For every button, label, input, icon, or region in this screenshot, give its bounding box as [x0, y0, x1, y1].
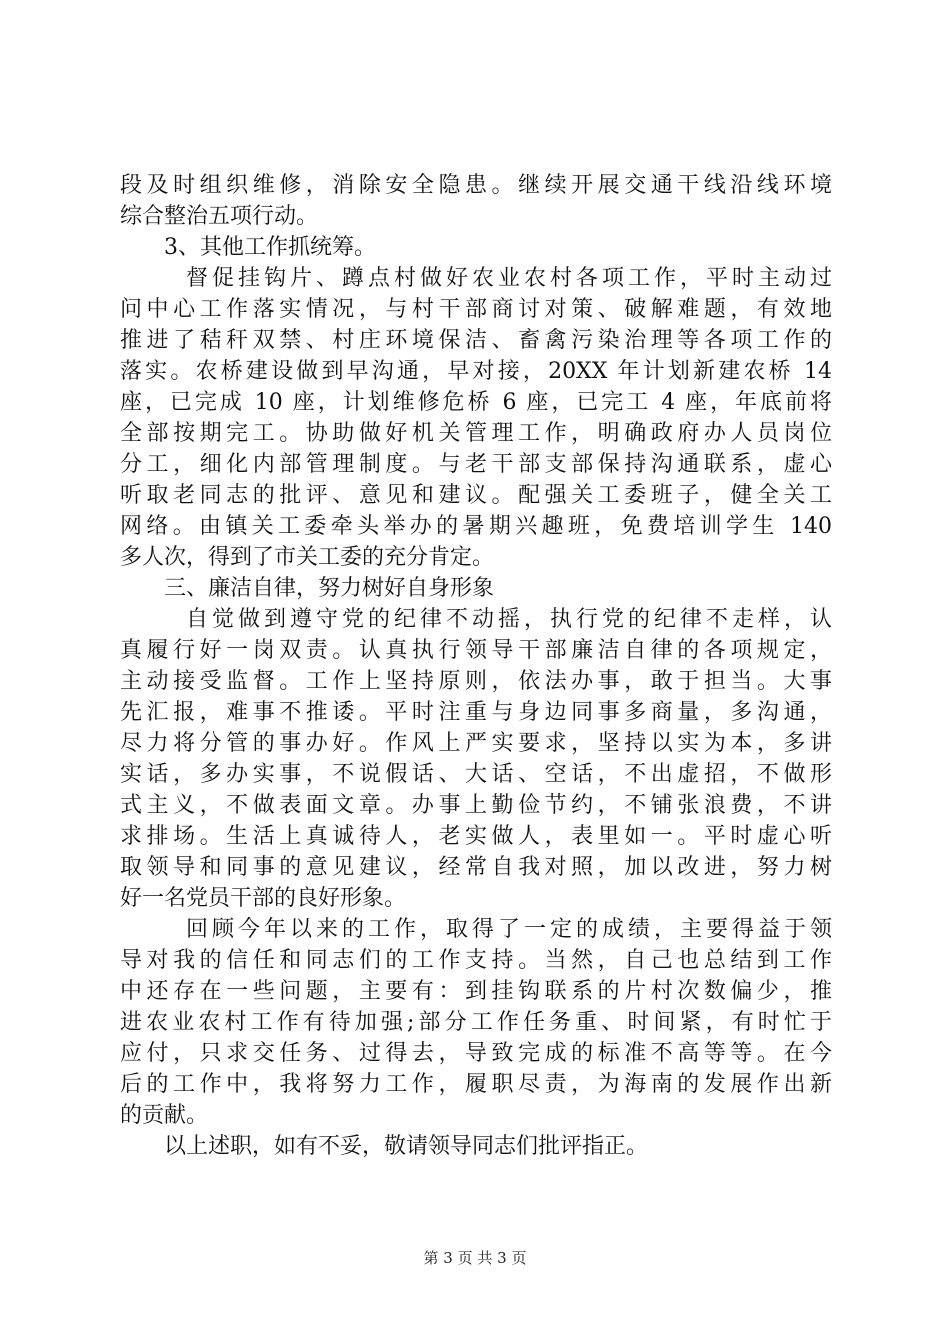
- text-line: 自觉做到遵守党的纪律不动摇，执行党的纪律不走样，认: [186, 607, 832, 632]
- text-line: 求排场。生活上真诚待人，老实做人，表里如一。平时虚心听: [120, 824, 832, 849]
- text-line: 先汇报，难事不推诿。平时注重与身边同事多商量，多沟通，: [120, 700, 832, 725]
- text-line: 主动接受监督。工作上坚持原则，依法办事，敢于担当。大事: [120, 669, 832, 694]
- text-line: 式主义，不做表面文章。办事上勤俭节约，不铺张浪费，不讲: [120, 793, 832, 818]
- text-line: 多人次，得到了市关工委的充分肯定。: [120, 545, 495, 570]
- text-line: 落实。农桥建设做到早沟通，早对接，20XX 年计划新建农桥 14: [120, 359, 832, 384]
- text-line: 综合整治五项行动。: [120, 204, 319, 229]
- text-line: 回顾今年以来的工作，取得了一定的成绩，主要得益于领: [186, 917, 832, 942]
- text-line: 实话，多办实事，不说假话、大话、空话，不出虚招，不做形: [120, 762, 832, 787]
- text-line: 导对我的信任和同志们的工作支持。当然，自己也总结到工作: [120, 948, 832, 973]
- text-line: 推进了秸秆双禁、村庄环境保洁、畜禽污染治理等各项工作的: [120, 328, 832, 353]
- text-line: 好一名党员干部的良好形象。: [120, 886, 407, 911]
- page-number-footer: 第 3 页 共 3 页: [423, 1249, 527, 1267]
- text-line: 真履行好一岗双责。认真执行领导干部廉洁自律的各项规定，: [120, 638, 832, 663]
- text-line: 的贡献。: [120, 1103, 209, 1128]
- text-line: 分工，细化内部管理制度。与老干部支部保持沟通联系，虚心: [120, 452, 832, 477]
- subheading-line: 3、其他工作抓统筹。: [164, 235, 376, 260]
- text-line: 督促挂钩片、蹲点村做好农业农村各项工作，平时主动过: [186, 266, 832, 291]
- text-line: 尽力将分管的事办好。作风上严实要求，坚持以实为本，多讲: [120, 731, 832, 756]
- text-line: 网络。由镇关工委牵头举办的暑期兴趣班，免费培训学生 140: [120, 514, 832, 539]
- text-line: 取领导和同事的意见建议，经常自我对照，加以改进，努力树: [120, 855, 832, 880]
- text-line: 问中心工作落实情况，与村干部商讨对策、破解难题，有效地: [120, 297, 832, 322]
- text-line: 进农业农村工作有待加强;部分工作任务重、时间紧，有时忙于: [120, 1010, 832, 1035]
- document-body: [120, 170, 832, 1162]
- text-line: 座，已完成 10 座，计划维修危桥 6 座，已完工 4 座，年底前将: [120, 390, 832, 415]
- text-line: 中还存在一些问题，主要有：到挂钩联系的片村次数偏少，推: [120, 979, 832, 1004]
- closing-line: 以上述职，如有不妥，敬请领导同志们批评指正。: [164, 1134, 649, 1159]
- text-line: 听取老同志的批评、意见和建议。配强关工委班子，健全关工: [120, 483, 832, 508]
- section-heading: 三、廉洁自律，努力树好自身形象: [164, 576, 495, 601]
- text-line: 段及时组织维修，消除安全隐患。继续开展交通干线沿线环境: [120, 173, 832, 198]
- text-line: 后的工作中，我将努力工作，履职尽责，为海南的发展作出新: [120, 1072, 832, 1097]
- text-line: 全部按期完工。协助做好机关管理工作，明确政府办人员岗位: [120, 421, 832, 446]
- text-line: 应付，只求交任务、过得去，导致完成的标准不高等等。在今: [120, 1041, 832, 1066]
